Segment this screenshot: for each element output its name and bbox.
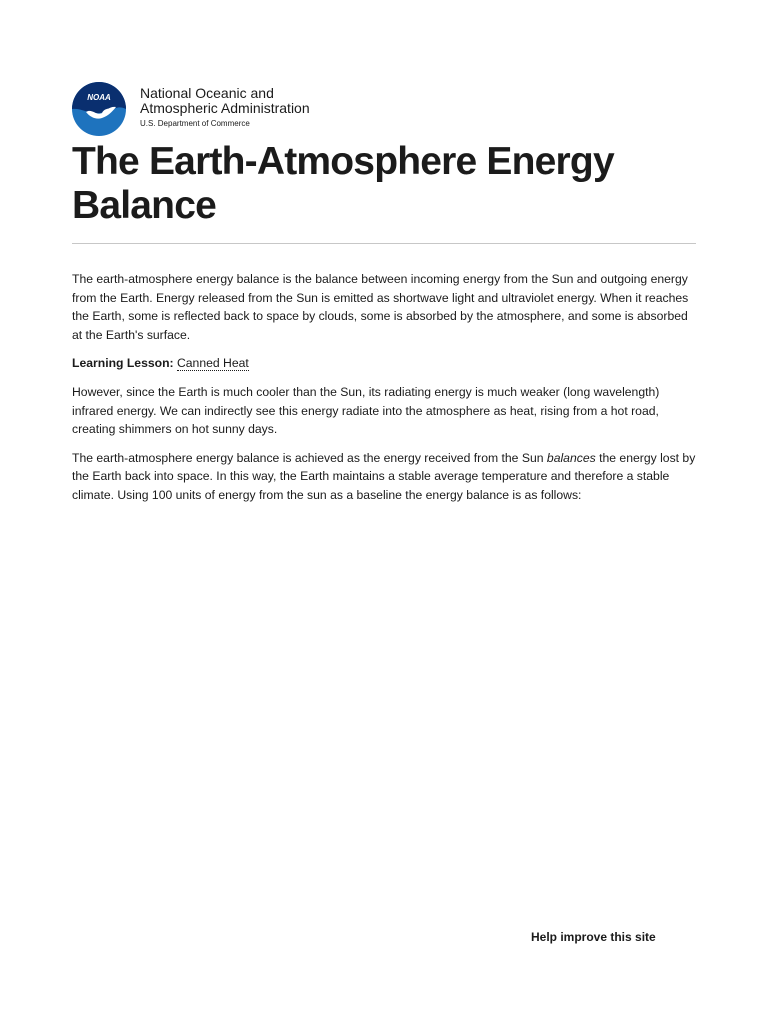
learning-lesson-label: Learning Lesson: [72, 356, 174, 371]
balance-paragraph [72, 449, 696, 505]
help-improve-site-link[interactable]: Help improve this site [531, 930, 656, 944]
balance-text-part1: The earth-atmosphere energy balance is achieved as the energy received from the Sun [72, 450, 547, 465]
title-divider [72, 243, 696, 244]
noaa-logo-icon [72, 82, 126, 136]
logo-text: NOAA [87, 93, 111, 102]
balance-emphasis: balances [546, 450, 596, 465]
department-name: U.S. Department of Commerce [140, 119, 250, 128]
infrared-paragraph: However, since the Earth is much cooler than the Sun, its radiating energy is much weaker (long wavelength) infrared energy. We can indirectly see this energy radiate into the atmosphere as heat, rising from a hot road, creating shimmers on hot sunny days. [72, 384, 660, 437]
site-header [72, 82, 472, 138]
article-body [72, 270, 696, 515]
page-title: The Earth-Atmosphere Energy Balance [72, 140, 614, 227]
org-name [140, 86, 310, 116]
canned-heat-link[interactable]: Canned Heat [176, 356, 249, 371]
org-name-line2: Atmospheric Administration [140, 100, 310, 116]
balance-text-part2: the energy lost by the Earth back into space. In this way, the Earth maintains a stable average temperature and therefore a stable climate. Using 100 units of energy from the sun as a baseline the energy balance is as follows: [72, 450, 696, 502]
noaa-logo[interactable] [72, 82, 126, 136]
learning-lesson [72, 354, 696, 373]
intro-paragraph: The earth-atmosphere energy balance is the balance between incoming energy from the Sun and outgoing energy from the Earth. Energy released from the Sun is emitted as shortwave light and ultraviolet energy. When it reaches the Earth, some is reflected back to space by clouds, some is absorbed by the atmosphere, and some is absorbed at the Earth's surface. [72, 272, 689, 342]
org-name-line1: National Oceanic and [140, 85, 274, 101]
